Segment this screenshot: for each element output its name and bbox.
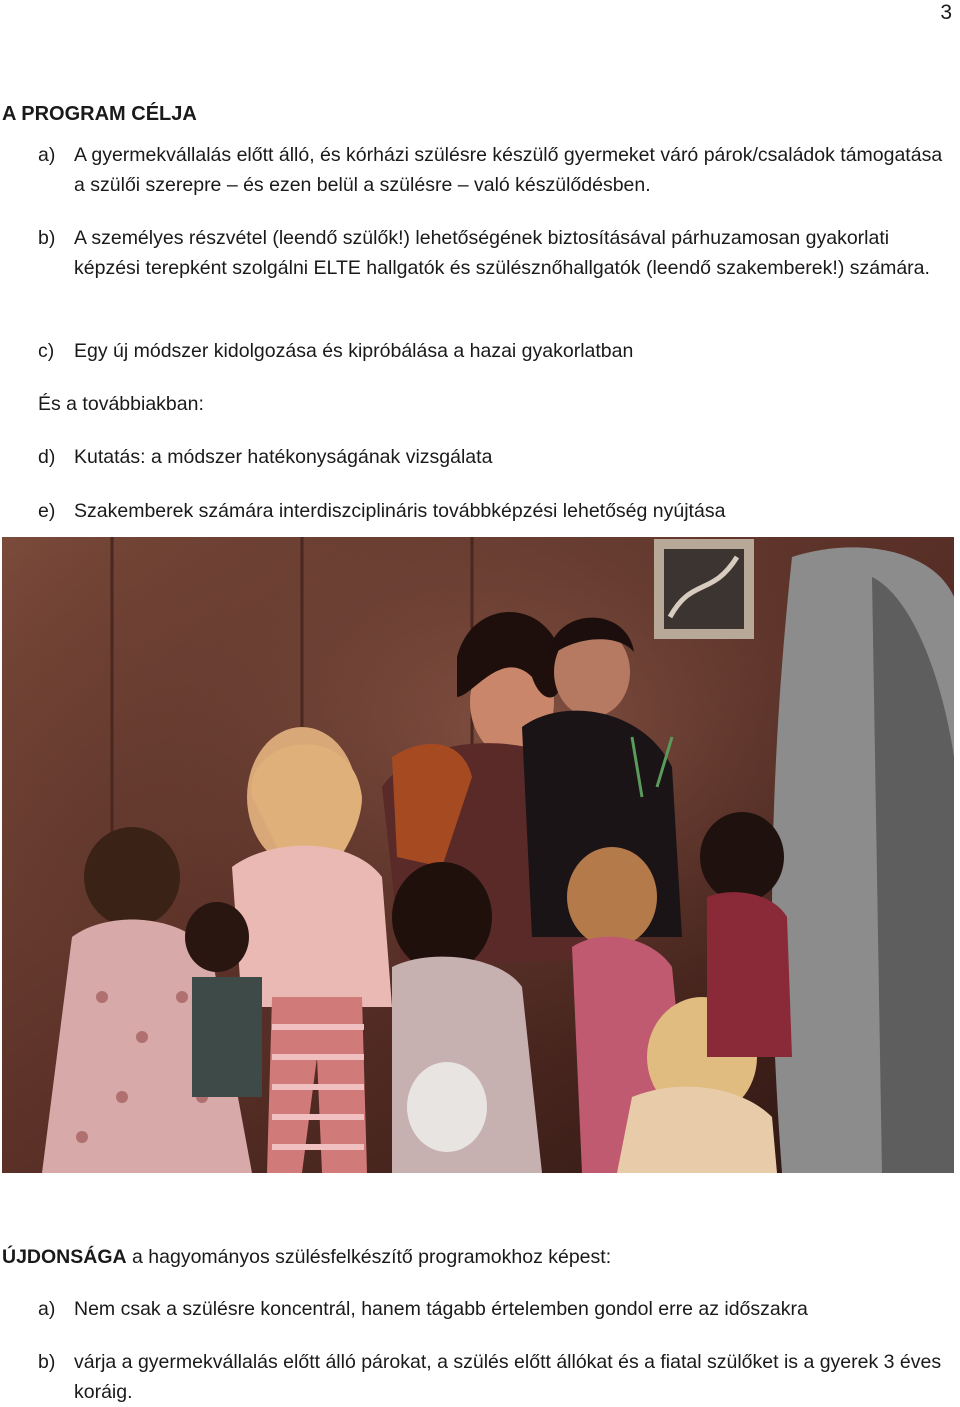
list-marker: c) bbox=[38, 340, 55, 362]
novelty-item-a bbox=[38, 1294, 954, 1324]
list-marker: d) bbox=[38, 446, 56, 468]
goal-item-e bbox=[38, 496, 954, 526]
photo-children-group bbox=[2, 537, 954, 1173]
novelty-item-b bbox=[38, 1347, 954, 1407]
list-text: Szakemberek számára interdiszciplináris továbbképzési lehetőség nyújtása bbox=[74, 500, 726, 522]
list-text: Egy új módszer kidolgozása és kipróbálása a hazai gyakorlatban bbox=[74, 340, 634, 362]
further-label: És a továbbiakban: bbox=[38, 393, 204, 415]
list-text: Nem csak a szülésre koncentrál, hanem tágabb értelemben gondol erre az időszakra bbox=[74, 1298, 808, 1320]
section-title: A PROGRAM CÉLJA bbox=[2, 103, 197, 125]
list-text: Kutatás: a módszer hatékonyságának vizsgálata bbox=[74, 446, 493, 468]
novelty-heading bbox=[2, 1242, 611, 1272]
list-marker: e) bbox=[38, 500, 56, 522]
list-marker: b) bbox=[38, 227, 56, 249]
list-text: A gyermekvállalás előtt álló, és kórházi szülésre készülő gyermeket váró párok/családok támogatása a szülői szerepre – és ezen belül a szülésre – való készülődésben. bbox=[74, 144, 943, 196]
list-marker: b) bbox=[38, 1351, 56, 1373]
novelty-bold-label: ÚJDONSÁGA bbox=[2, 1246, 127, 1268]
page-number: 3 bbox=[940, 1, 952, 24]
goal-item-b bbox=[38, 223, 954, 283]
list-marker: a) bbox=[38, 1298, 56, 1320]
goal-item-d bbox=[38, 442, 954, 472]
list-text: A személyes részvétel (leendő szülők!) lehetőségének biztosításával párhuzamosan gyakorlati képzési terepként szolgálni ELTE hallgatók és szülésznőhallgatók (leendő szakemberek!) számára. bbox=[74, 227, 930, 279]
novelty-rest-text: a hagyományos szülésfelkészítő programokhoz képest: bbox=[126, 1246, 612, 1268]
goal-item-a bbox=[38, 140, 954, 200]
goal-item-c bbox=[38, 336, 954, 366]
list-marker: a) bbox=[38, 144, 56, 166]
list-text: várja a gyermekvállalás előtt álló párokat, a szülés előtt állókat és a fiatal szülőket is a gyerek 3 éves koráig. bbox=[74, 1351, 942, 1403]
